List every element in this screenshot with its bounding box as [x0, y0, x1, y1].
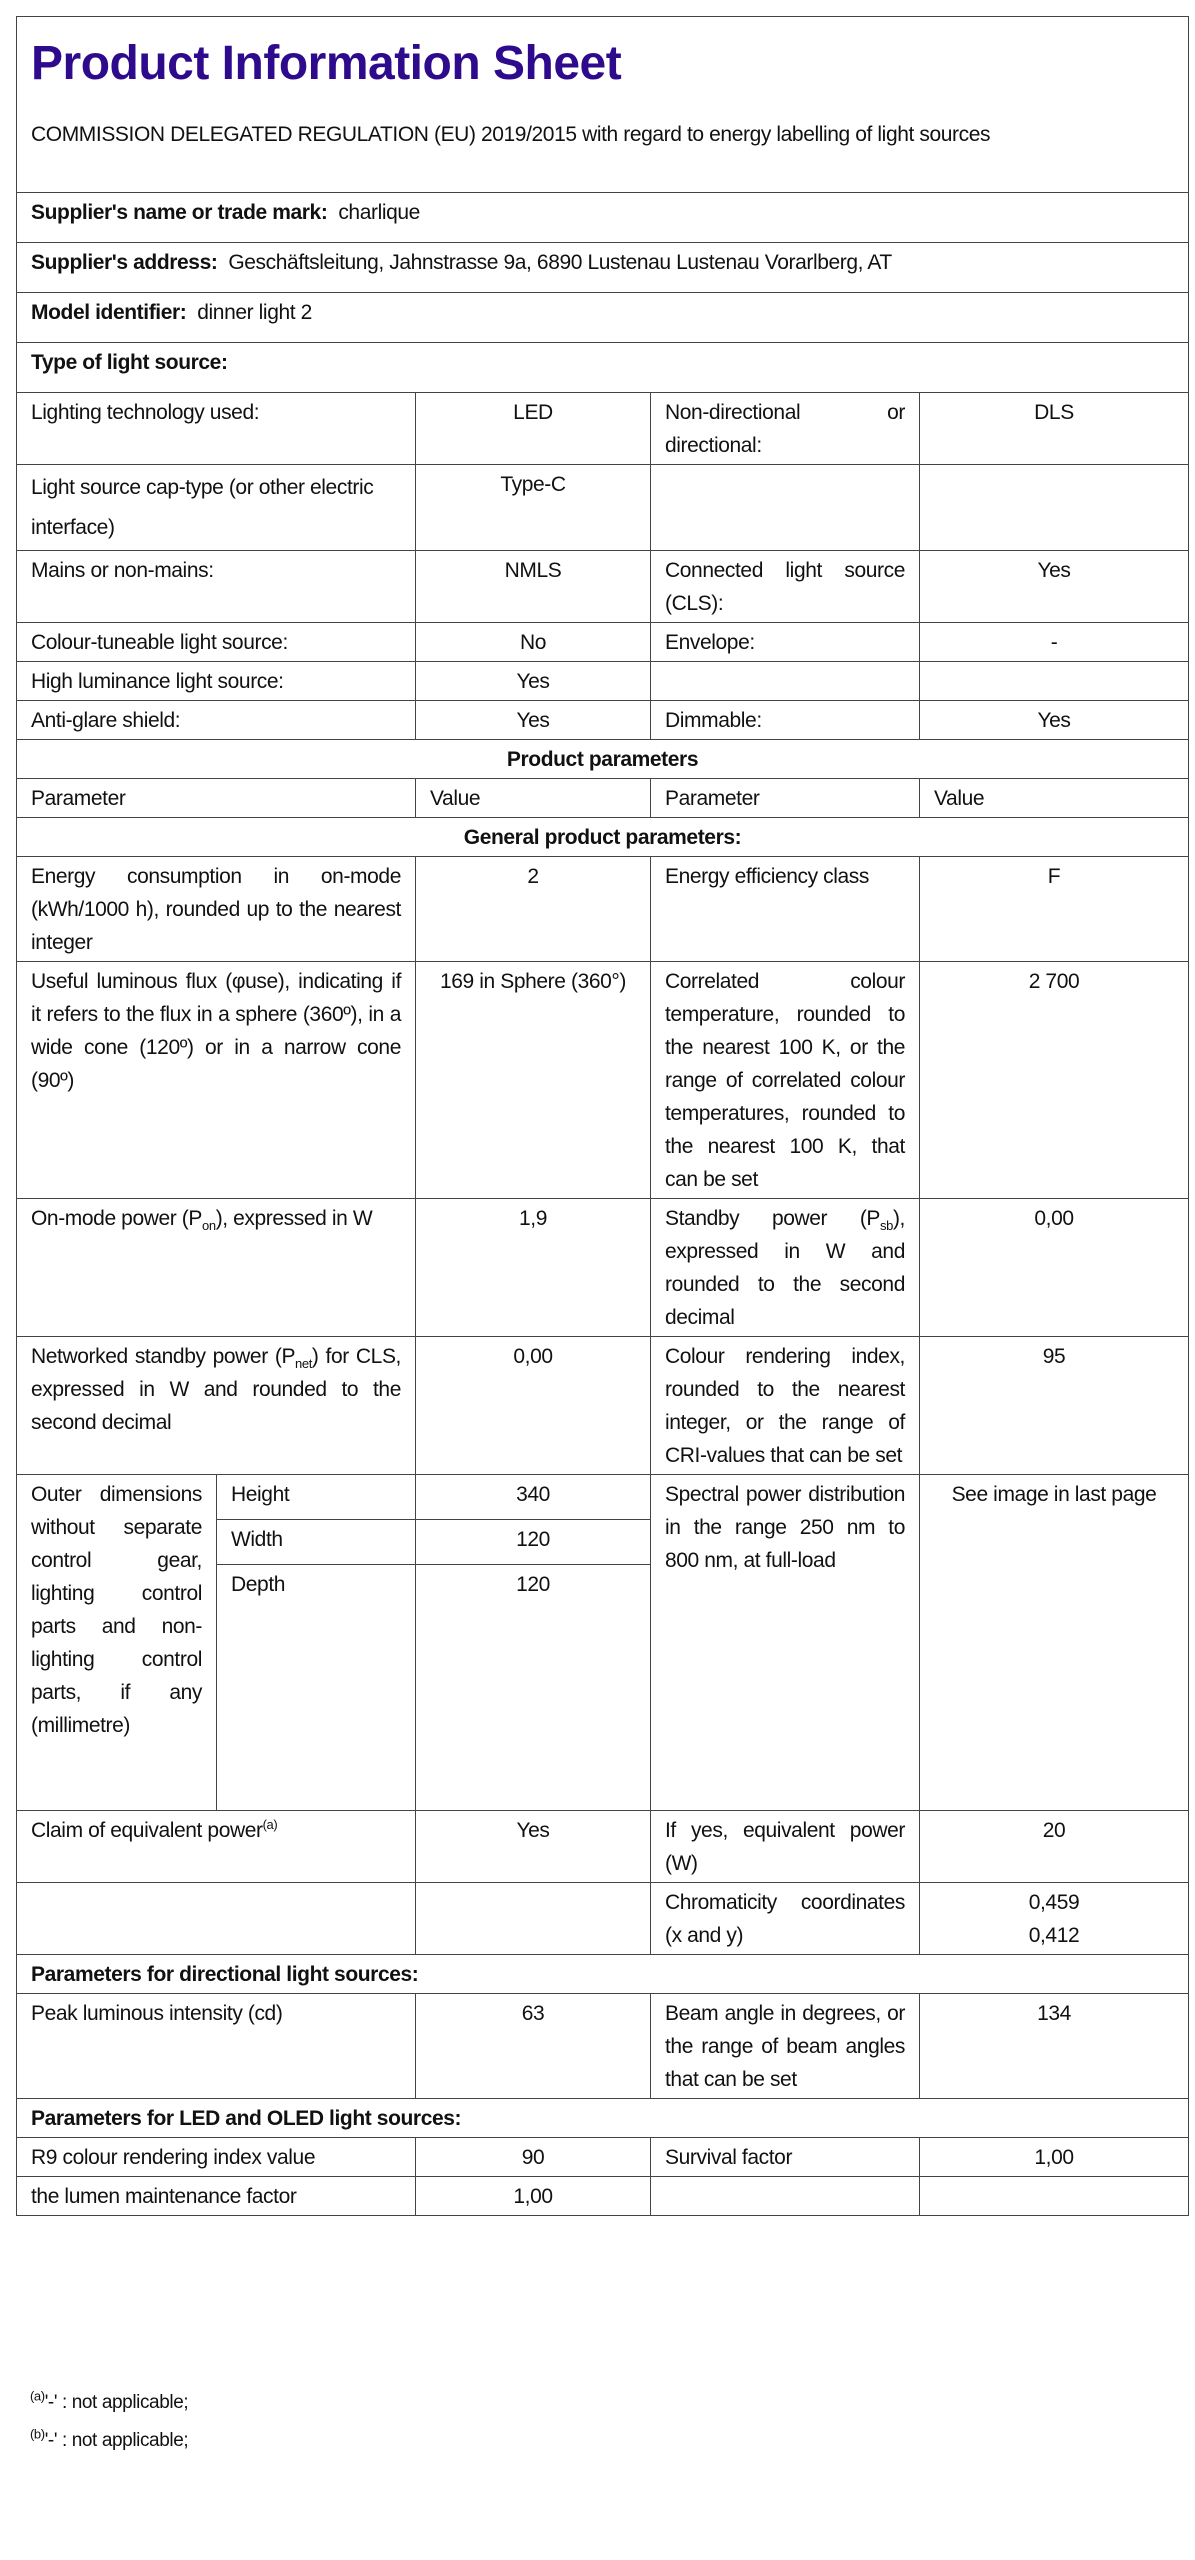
directional-header-row	[17, 1955, 1189, 1994]
param-label: Correlated colour temperature, rounded to the nearest 100 K, or the range of correlated colour temperatures, rounded to the nearest 100 K, that can be set	[651, 962, 920, 1199]
param-value	[920, 465, 1189, 551]
param-value	[920, 662, 1189, 701]
product-params-header: Product parameters	[17, 740, 1189, 779]
led-row	[17, 2177, 1189, 2216]
param-value: 169 in Sphere (360°)	[416, 962, 651, 1199]
chromaticity-row	[17, 1883, 1189, 1955]
param-label: Colour-tuneable light source:	[17, 623, 416, 662]
param-label: R9 colour rendering index value	[17, 2138, 416, 2177]
param-value: 0,00	[416, 1337, 651, 1475]
param-label: Chromaticity coordinates (x and y)	[651, 1883, 920, 1955]
param-value: 134	[920, 1994, 1189, 2099]
label-text: ), expressed in W	[215, 1207, 373, 1230]
param-label: Connected light source (CLS):	[651, 551, 920, 623]
footnote-mark: (a)	[262, 1817, 278, 1832]
param-label: Spectral power distribution in the range 250 nm to 800 nm, at full-load	[651, 1475, 920, 1811]
subscript: net	[295, 1356, 312, 1372]
col-header-value: Value	[920, 779, 1189, 818]
type-row	[17, 701, 1189, 740]
chromaticity-y: 0,412	[1028, 1924, 1080, 1947]
param-label	[17, 1811, 416, 1883]
subscript: on	[202, 1218, 216, 1234]
dimensions-row	[17, 1475, 1189, 1520]
product-information-table	[16, 16, 1189, 2216]
param-label: Non-directional or directional:	[651, 393, 920, 465]
param-label: Light source cap-type (or other electric interface)	[17, 465, 416, 551]
energy-row	[17, 857, 1189, 962]
param-value: -	[920, 623, 1189, 662]
param-label: Useful luminous flux (φuse), indicating if it refers to the flux in a sphere (360º), in a wide cone (120º) or in a narrow cone (90º)	[17, 962, 416, 1199]
param-value: NMLS	[416, 551, 651, 623]
param-value: LED	[416, 393, 651, 465]
param-value: See image in last page	[920, 1475, 1189, 1811]
param-value	[920, 1883, 1189, 1955]
param-value: Yes	[920, 551, 1189, 623]
model-row	[17, 293, 1189, 343]
param-label: High luminance light source:	[17, 662, 416, 701]
param-label: Anti-glare shield:	[17, 701, 416, 740]
chromaticity-x: 0,459	[1028, 1891, 1080, 1914]
param-value: F	[920, 857, 1189, 962]
param-value: Type-C	[416, 465, 651, 551]
type-row	[17, 623, 1189, 662]
footnote-mark: (a)	[30, 2388, 45, 2404]
supplier-name-value: charlique	[338, 201, 420, 224]
param-label	[17, 1337, 416, 1475]
param-label	[651, 1199, 920, 1337]
param-value: No	[416, 623, 651, 662]
column-header-row	[17, 779, 1189, 818]
param-value: 1,00	[416, 2177, 651, 2216]
footnote-text: '-' : not applicable;	[44, 2392, 189, 2413]
param-value: 2	[416, 857, 651, 962]
param-label: Dimmable:	[651, 701, 920, 740]
supplier-name-label: Supplier's name or trade mark:	[31, 201, 328, 224]
footnote-b	[30, 2426, 189, 2452]
dimensions-label: Outer dimensions without separate control gear, lighting control parts and non-lighting control parts, if any (millimetre)	[17, 1475, 217, 1811]
param-label	[17, 1199, 416, 1337]
col-header-parameter: Parameter	[651, 779, 920, 818]
param-value: Yes	[920, 701, 1189, 740]
param-value: 20	[920, 1811, 1189, 1883]
label-text: On-mode power (P	[31, 1207, 203, 1230]
type-header: Type of light source:	[17, 343, 1189, 393]
param-value: 95	[920, 1337, 1189, 1475]
label-text: Networked standby power (P	[31, 1345, 296, 1368]
param-label	[651, 2177, 920, 2216]
param-label: Energy consumption in on-mode (kWh/1000 h), rounded up to the nearest integer	[17, 857, 416, 962]
model-label: Model identifier:	[31, 301, 187, 324]
col-header-parameter: Parameter	[17, 779, 416, 818]
depth-label: Depth	[217, 1565, 416, 1811]
param-value: 1,9	[416, 1199, 651, 1337]
label-text: ), expressed in W and rounded to the second decimal	[665, 1207, 905, 1329]
type-row	[17, 465, 1189, 551]
product-params-header-row	[17, 740, 1189, 779]
model-value: dinner light 2	[197, 301, 312, 324]
title-row	[17, 17, 1189, 193]
footnote-a	[30, 2388, 189, 2414]
subscript: sb	[880, 1218, 893, 1234]
equivalent-power-row	[17, 1811, 1189, 1883]
supplier-address-value: Geschäftsleitung, Jahnstrasse 9a, 6890 Lustenau Lustenau Vorarlberg, AT	[228, 251, 892, 274]
param-value: Yes	[416, 701, 651, 740]
on-mode-power-row	[17, 1199, 1189, 1337]
param-label: Energy efficiency class	[651, 857, 920, 962]
general-header: General product parameters:	[17, 818, 1189, 857]
label-text: Standby power (P	[665, 1207, 881, 1230]
flux-row	[17, 962, 1189, 1199]
param-label: If yes, equivalent power (W)	[651, 1811, 920, 1883]
led-header: Parameters for LED and OLED light sources:	[17, 2099, 1189, 2138]
led-row	[17, 2138, 1189, 2177]
supplier-name-row	[17, 193, 1189, 243]
label-text: Claim of equivalent power	[31, 1819, 263, 1842]
param-label: the lumen maintenance factor	[17, 2177, 416, 2216]
general-header-row	[17, 818, 1189, 857]
param-value: 1,00	[920, 2138, 1189, 2177]
supplier-address-row	[17, 243, 1189, 293]
empty-cell	[17, 1883, 416, 1955]
param-value: 63	[416, 1994, 651, 2099]
param-value: DLS	[920, 393, 1189, 465]
directional-header: Parameters for directional light sources:	[17, 1955, 1189, 1994]
type-row	[17, 551, 1189, 623]
type-row	[17, 393, 1189, 465]
depth-value: 120	[416, 1565, 651, 1811]
height-label: Height	[217, 1475, 416, 1520]
page-title: Product Information Sheet	[31, 37, 622, 90]
led-header-row	[17, 2099, 1189, 2138]
param-label: Envelope:	[651, 623, 920, 662]
type-row	[17, 662, 1189, 701]
param-value: 2 700	[920, 962, 1189, 1199]
param-label: Beam angle in degrees, or the range of beam angles that can be set	[651, 1994, 920, 2099]
width-value: 120	[416, 1520, 651, 1565]
param-label: Mains or non-mains:	[17, 551, 416, 623]
param-label: Survival factor	[651, 2138, 920, 2177]
col-header-value: Value	[416, 779, 651, 818]
param-value: Yes	[416, 1811, 651, 1883]
param-label	[651, 662, 920, 701]
param-value: Yes	[416, 662, 651, 701]
label-text: ) for CLS, expressed in W and rounded to the second decimal	[31, 1345, 401, 1434]
empty-cell	[416, 1883, 651, 1955]
footnote-mark: (b)	[30, 2426, 45, 2442]
param-label	[651, 465, 920, 551]
param-value: 90	[416, 2138, 651, 2177]
type-header-row	[17, 343, 1189, 393]
regulation-text: COMMISSION DELEGATED REGULATION (EU) 2019/2015 with regard to energy labelling of light sources	[31, 123, 991, 146]
param-label: Lighting technology used:	[17, 393, 416, 465]
footnote-text: '-' : not applicable;	[44, 2430, 189, 2451]
param-value: 0,00	[920, 1199, 1189, 1337]
param-label: Peak luminous intensity (cd)	[17, 1994, 416, 2099]
supplier-address-label: Supplier's address:	[31, 251, 218, 274]
param-value	[920, 2177, 1189, 2216]
param-label: Colour rendering index, rounded to the nearest integer, or the range of CRI-values that can be set	[651, 1337, 920, 1475]
height-value: 340	[416, 1475, 651, 1520]
directional-row	[17, 1994, 1189, 2099]
networked-standby-row	[17, 1337, 1189, 1475]
width-label: Width	[217, 1520, 416, 1565]
